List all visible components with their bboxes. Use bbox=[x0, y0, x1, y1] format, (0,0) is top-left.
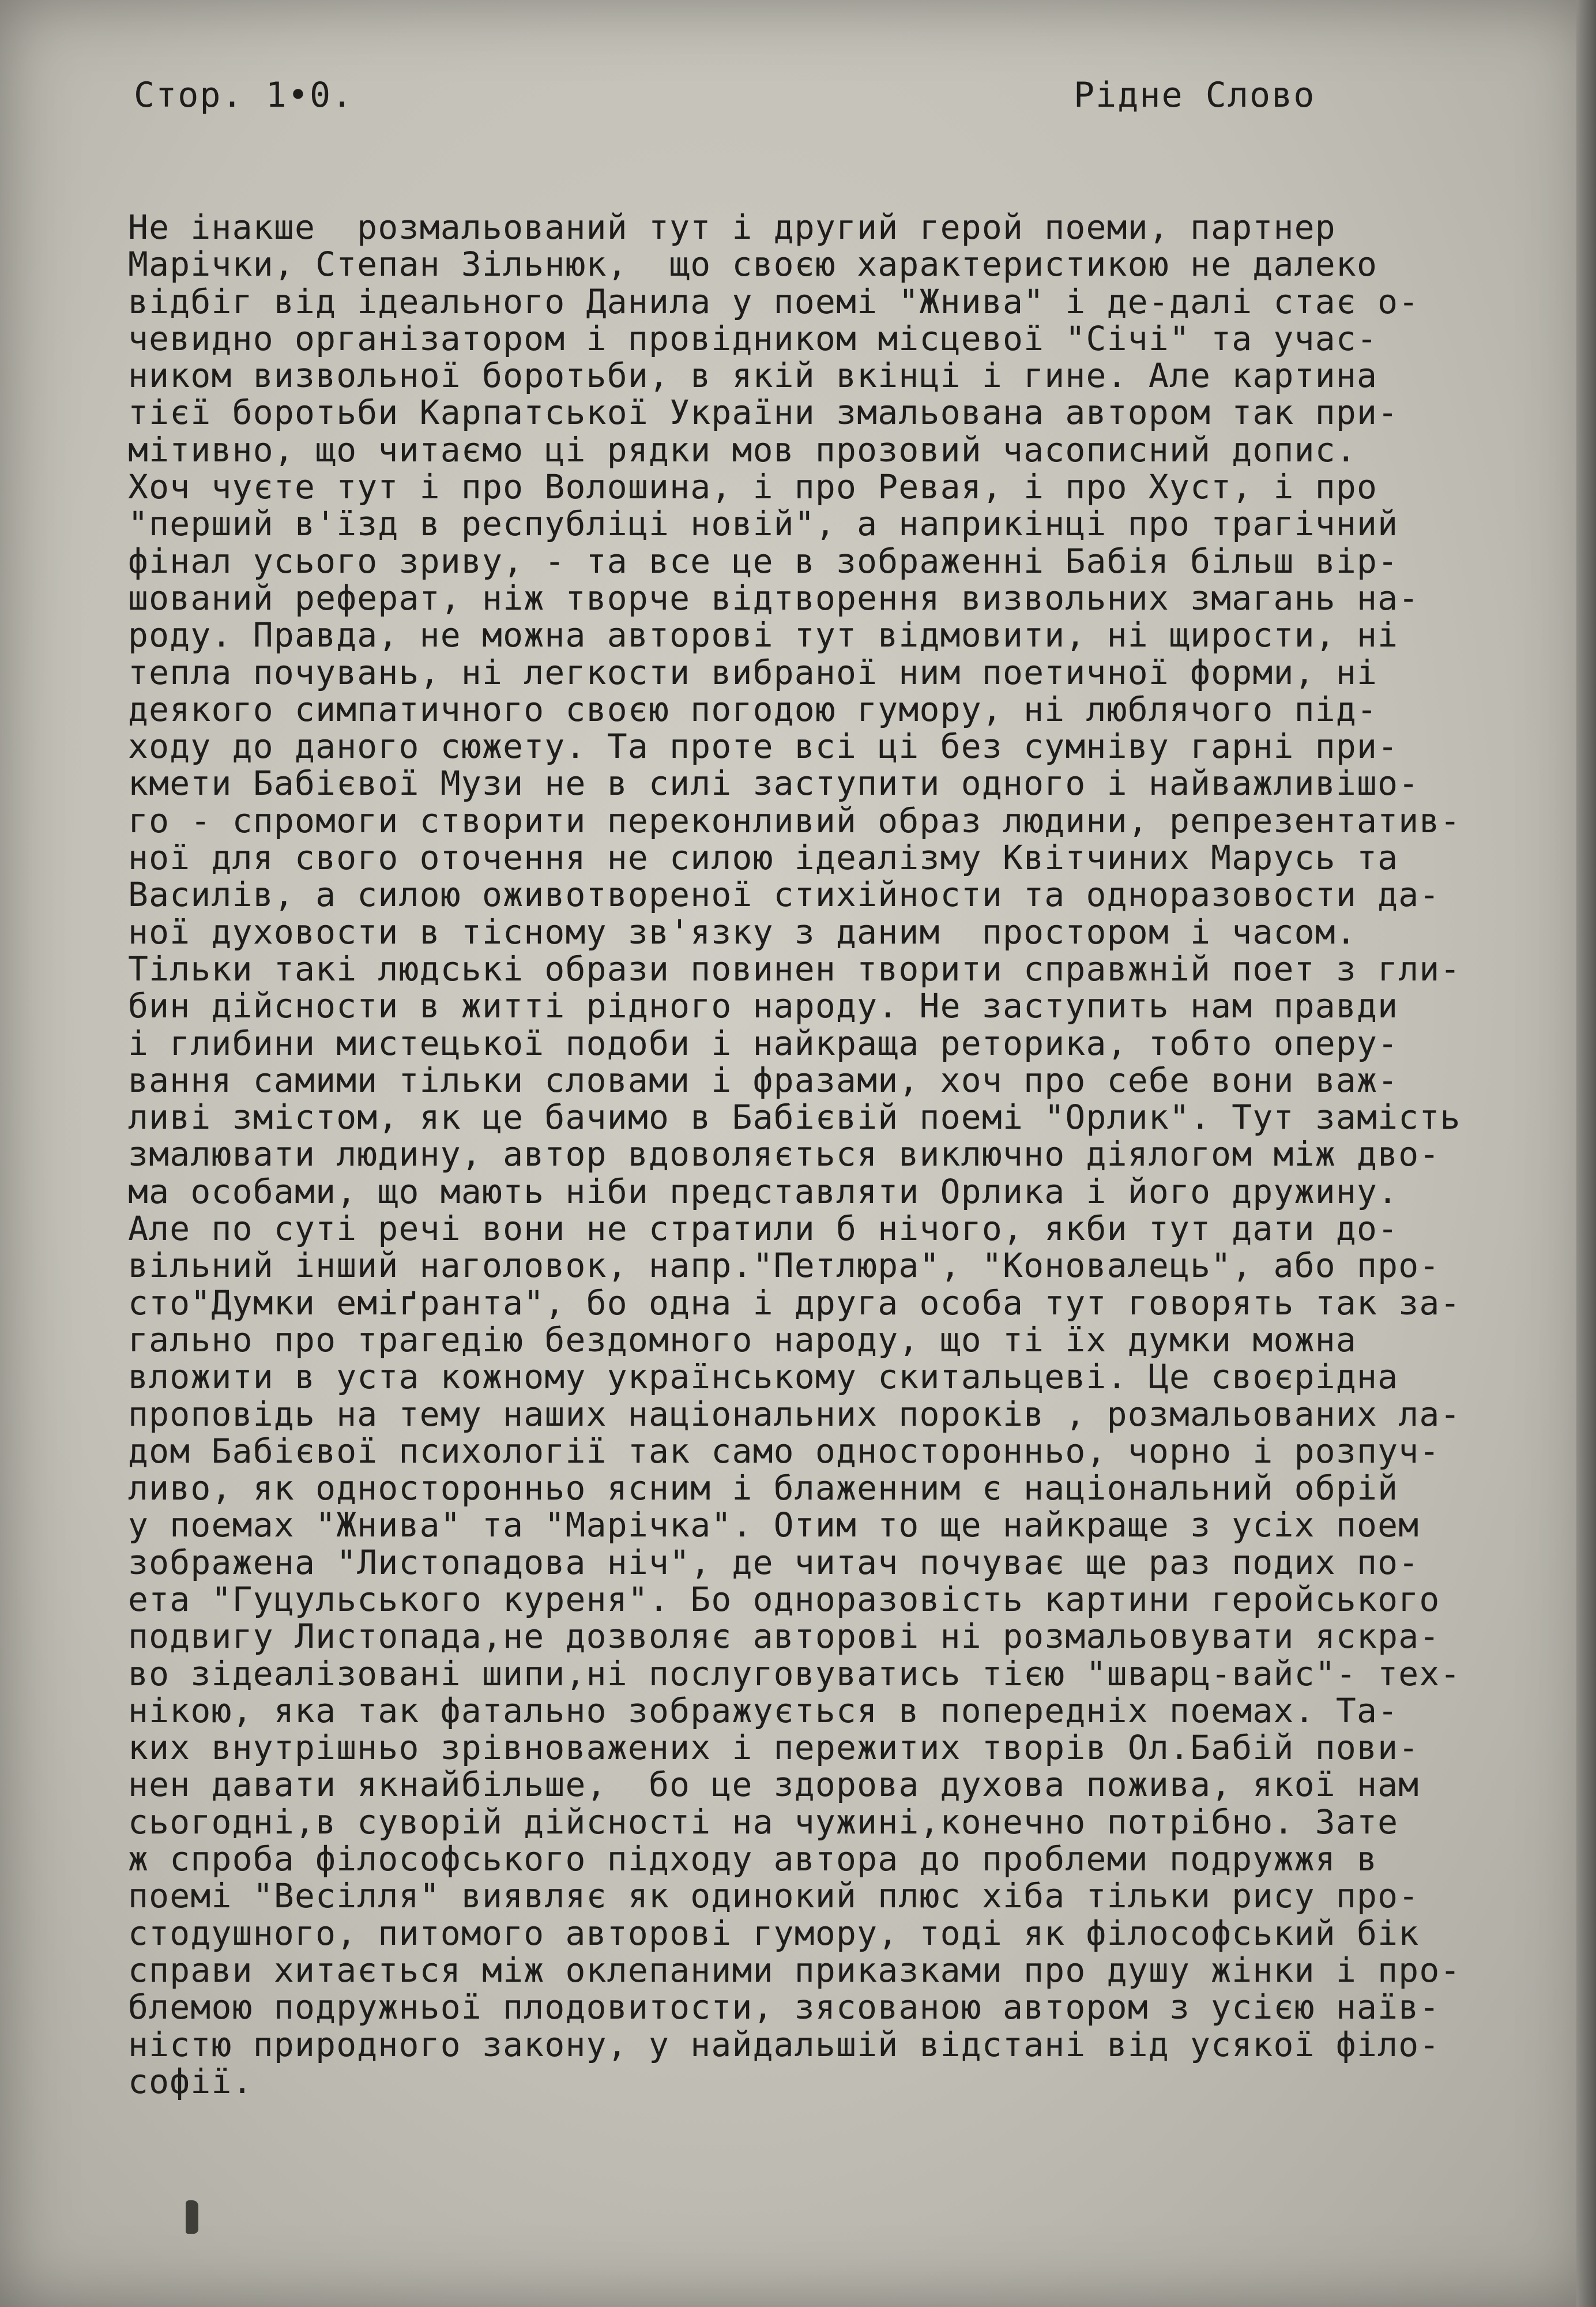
text-line: кмети Бабієвої Музи не в силі заступити одного і найважливішо- bbox=[128, 764, 1420, 803]
text-line: бин дійсности в житті рідного народу. Не заступить нам правди bbox=[128, 986, 1399, 1026]
page-number: Стор. 1•0. bbox=[134, 75, 354, 115]
text-line: Марічки, Степан Зільнюк, що своєю характеристикою не далеко bbox=[128, 245, 1378, 284]
ink-smudge bbox=[186, 2200, 198, 2234]
text-line: Але по суті речі вони не стратили б нічого, якби тут дати до- bbox=[128, 1209, 1399, 1249]
text-line: сто"Думки еміґранта", бо одна і друга особа тут говорять так за- bbox=[128, 1283, 1461, 1322]
text-line: подвигу Листопада,не дозволяє авторові ні розмальовувати яскра- bbox=[128, 1617, 1440, 1656]
text-line: го - спромоги створити переконливий образ людини, репрезентатив- bbox=[128, 801, 1461, 840]
article-body bbox=[128, 209, 1546, 2100]
text-line: деякого симпатичного своєю погодою гумору, ні люблячого під- bbox=[128, 689, 1378, 729]
text-line: роду. Правда, не можна авторові тут відмовити, ні щирости, ні bbox=[128, 615, 1399, 655]
text-line: нен давати якнайбільше, бо це здорова духова пожива, якої нам bbox=[128, 1765, 1420, 1805]
text-line: фінал усього зриву, - та все це в зображенні Бабія більш вір- bbox=[128, 541, 1399, 581]
journal-title: Рідне Слово bbox=[1074, 75, 1316, 115]
text-line: дом Бабієвої психології так само односторонньо, чорно і розпуч- bbox=[128, 1431, 1440, 1471]
text-line: во зідеалізовані шипи,ні послуговуватись тією "шварц-вайс"- тех- bbox=[128, 1654, 1461, 1693]
text-line: проповідь на тему наших національних пороків , розмальованих ла- bbox=[128, 1394, 1461, 1434]
text-line: Тільки такі людські образи повинен творити справжній поет з гли- bbox=[128, 949, 1461, 989]
text-line: софії. bbox=[128, 2061, 253, 2101]
text-line: ж спроба філософського підходу автора до проблеми подружжя в bbox=[128, 1839, 1378, 1879]
text-line: тепла почувань, ні легкости вибраної ним поетичної форми, ні bbox=[128, 652, 1378, 692]
text-line: у поемах "Жнива" та "Марічка". Отим то ще найкраще з усіх поем bbox=[128, 1505, 1420, 1545]
text-line: блемою подружньої плодовитости, зясованою автором з усією наїв- bbox=[128, 1987, 1440, 2027]
text-line: чевидно організатором і провідником місцевої "Січі" та учас- bbox=[128, 318, 1378, 358]
text-line: ких внутрішньо зрівноважених і пережитих творів Ол.Бабій пови- bbox=[128, 1728, 1420, 1768]
text-line: вільний інший наголовок, напр."Петлюра", "Коновалець", або про- bbox=[128, 1246, 1440, 1286]
text-line: гально про трагедію бездомного народу, що ті їх думки можна bbox=[128, 1320, 1357, 1359]
text-line: поемі "Весілля" виявляє як одинокий плюс хіба тільки рису про- bbox=[128, 1876, 1420, 1916]
text-line: Хоч чуєте тут і про Волошина, і про Ревая, і про Хуст, і про bbox=[128, 467, 1378, 507]
text-line: ходу до даного сюжету. Та проте всі ці без сумніву гарні при- bbox=[128, 727, 1399, 767]
text-line: відбіг від ідеального Данила у поемі "Жнива" і де-далі стає о- bbox=[128, 281, 1420, 321]
text-line: ністю природного закону, у найдальшій відстані від усякої філо- bbox=[128, 2024, 1440, 2064]
text-line: Василів, а силою оживотвореної стихійности та одноразовости да- bbox=[128, 875, 1440, 915]
text-line: шований реферат, ніж творче відтворення визвольних змагань на- bbox=[128, 578, 1420, 618]
text-line: ма особами, що мають ніби представляти Орлика і його дружину. bbox=[128, 1171, 1399, 1211]
text-line: ета "Гуцульського куреня". Бо одноразовість картини геройського bbox=[128, 1579, 1440, 1619]
text-line: ної духовости в тісному зв'язку з даним простором і часом. bbox=[128, 912, 1357, 952]
text-line: тієї боротьби Карпатської України змальована автором так при- bbox=[128, 393, 1399, 433]
text-line: зображена "Листопадова ніч", де читач почуває ще раз подих по- bbox=[128, 1542, 1420, 1582]
text-line: змалювати людину, автор вдоволяється виключно діялогом між дво- bbox=[128, 1134, 1440, 1174]
text-line: і глибини мистецької подоби і найкраща реторика, тобто опеpу- bbox=[128, 1023, 1399, 1063]
text-line: сьогодні,в суворій дійсності на чужині,конечно потрібно. Зате bbox=[128, 1802, 1399, 1842]
page-edge-shadow bbox=[1576, 0, 1596, 2307]
text-line: ником визвольної боротьби, в якій вкінці і гине. Але картина bbox=[128, 356, 1378, 396]
text-line: "перший в'їзд в республіці новій", а наприкінці про трагічний bbox=[128, 504, 1399, 544]
text-line: вложити в уста кожному українському скитальцеві. Це своєрідна bbox=[128, 1357, 1399, 1397]
text-line: справи хитається між оклепаними приказками про душу жінки і про- bbox=[128, 1950, 1461, 1990]
text-line: нікою, яка так фатально зображується в попередніх поемах. Та- bbox=[128, 1690, 1399, 1730]
text-line: вання самими тільки словами і фразами, хоч про себе вони важ- bbox=[128, 1060, 1399, 1100]
text-line: стодушного, питомого авторові гумору, тоді як філософський бік bbox=[128, 1913, 1420, 1953]
text-line: Не інакше розмальований тут і другий герой поеми, партнер bbox=[128, 208, 1336, 247]
text-line: ної для свого оточення не силою ідеалізму Квітчиних Марусь та bbox=[128, 838, 1399, 878]
text-line: мітивно, що читаємо ці рядки мов прозовий часописний допис. bbox=[128, 430, 1357, 469]
text-line: ливі змістом, як це бачимо в Бабієвій поемі "Орлик". Тут замість bbox=[128, 1098, 1461, 1137]
text-line: ливо, як односторонньо ясним і блаженним є національний обрій bbox=[128, 1468, 1399, 1508]
